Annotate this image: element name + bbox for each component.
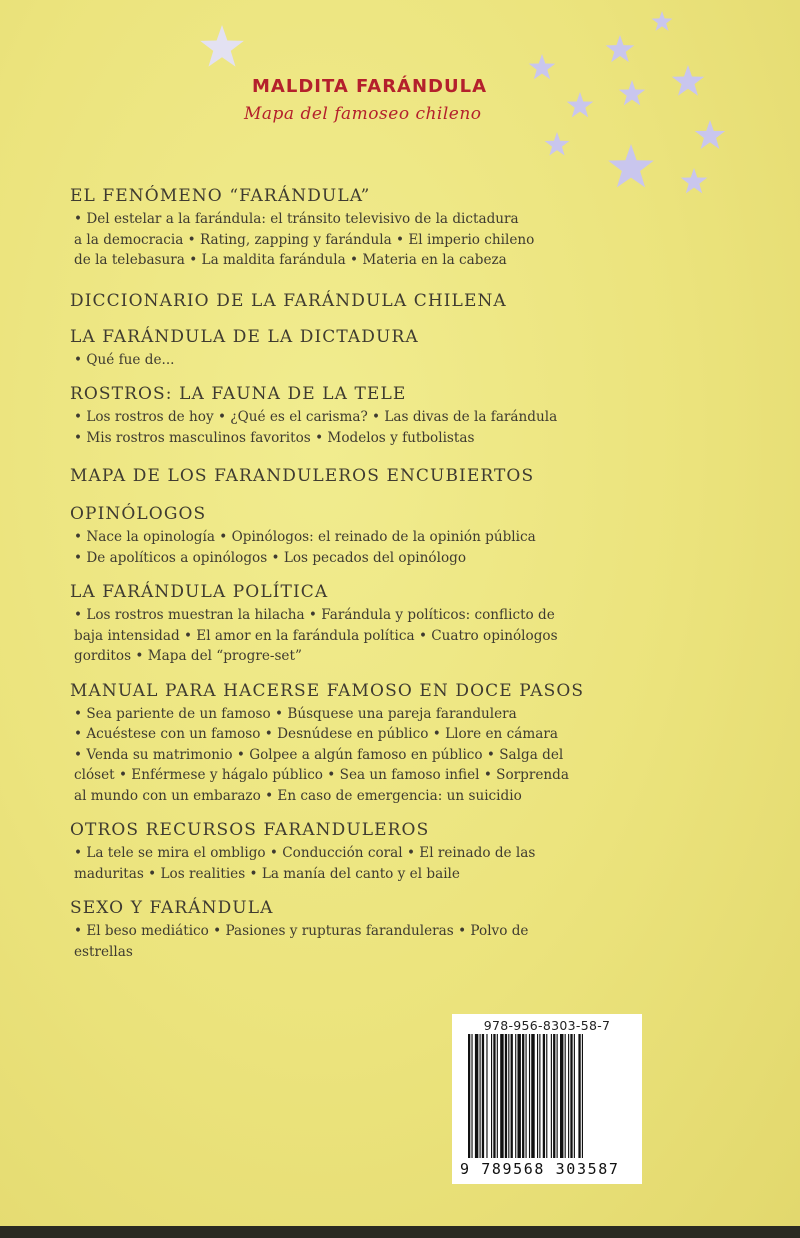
barcode-digits: 9 789568 303587 — [460, 1160, 620, 1178]
section-heading: OTROS RECURSOS FARANDULEROS — [70, 820, 430, 840]
section-heading: SEXO Y FARÁNDULA — [70, 898, 274, 918]
topic-line: estrellas — [74, 943, 133, 960]
book-title: MALDITA FARÁNDULA — [252, 76, 488, 97]
contents-section — [70, 820, 650, 884]
topic-line: clóset • Enférmese y hágalo público • Sea un famoso infiel • Sorprenda — [74, 767, 569, 783]
section-heading: ROSTROS: LA FAUNA DE LA TELE — [70, 384, 407, 404]
contents-section — [70, 582, 650, 667]
table-of-contents — [70, 172, 650, 962]
topic-line: • Los rostros muestran la hilacha • Farándula y políticos: conflicto de — [74, 607, 555, 623]
star-icon — [529, 54, 556, 79]
topic-line: • Venda su matrimonio • Golpee a algún famoso en público • Salga del — [74, 746, 564, 763]
book-subtitle: Mapa del famoseo chileno — [244, 104, 482, 124]
contents-section — [70, 327, 650, 371]
star-icon — [681, 168, 708, 193]
section-topics — [70, 350, 650, 371]
star-icon — [672, 65, 704, 96]
section-topics — [70, 704, 650, 807]
section-heading: LA FARÁNDULA POLÍTICA — [70, 582, 329, 602]
star-icon — [200, 25, 244, 67]
section-topics — [70, 921, 650, 962]
topic-line: • El beso mediático • Pasiones y rupturas faranduleras • Polvo de — [74, 923, 529, 939]
section-topics — [70, 209, 650, 271]
section-topics — [70, 605, 650, 667]
contents-section — [70, 898, 650, 962]
star-icon — [619, 80, 646, 105]
topic-line: • Sea pariente de un famoso • Búsquese una pareja farandulera — [74, 705, 517, 722]
topic-line: baja intensidad • El amor en la farándula política • Cuatro opinólogos — [74, 627, 558, 644]
topic-line: maduritas • Los realities • La manía del canto y el baile — [74, 865, 460, 882]
contents-section — [70, 186, 650, 271]
topic-line: • Nace la opinología • Opinólogos: el reinado de la opinión pública — [74, 529, 536, 545]
contents-section — [70, 466, 650, 486]
section-heading: MAPA DE LOS FARANDULEROS ENCUBIERTOS — [70, 466, 535, 486]
section-topics — [70, 527, 650, 568]
barcode-icon — [468, 1034, 626, 1162]
topic-line: • La tele se mira el ombligo • Conducción coral • El reinado de las — [74, 845, 536, 861]
contents-section — [70, 504, 650, 568]
section-heading: OPINÓLOGOS — [70, 504, 207, 524]
star-icon — [606, 35, 635, 62]
topic-line: de la telebasura • La maldita farándula • Materia en la cabeza — [74, 252, 507, 268]
topic-line: • Mis rostros masculinos favoritos • Modelos y futbolistas — [74, 429, 475, 446]
section-topics — [70, 407, 650, 448]
topic-line: • Del estelar a la farándula: el tránsito televisivo de la dictadura — [74, 211, 519, 227]
topic-line: • Qué fue de... — [74, 351, 175, 368]
star-icon — [545, 132, 570, 156]
topic-line: a la democracia • Rating, zapping y farándula • El imperio chileno — [74, 231, 535, 248]
section-heading: LA FARÁNDULA DE LA DICTADURA — [70, 326, 419, 347]
contents-section — [70, 384, 650, 448]
star-icon — [567, 92, 594, 117]
topic-line: • De apolíticos a opinólogos • Los pecados del opinólogo — [74, 549, 467, 566]
contents-section — [70, 291, 650, 311]
topic-line: • Los rostros de hoy • ¿Qué es el carisma? • Las divas de la farándula — [74, 409, 558, 425]
topic-line: gorditos • Mapa del “progre-set” — [74, 648, 302, 664]
section-heading: MANUAL PARA HACERSE FAMOSO EN DOCE PASOS — [70, 680, 585, 701]
section-heading: EL FENÓMENO “FARÁNDULA” — [70, 186, 371, 206]
section-heading: DICCIONARIO DE LA FARÁNDULA CHILENA — [70, 290, 507, 311]
star-icon — [652, 11, 673, 31]
barcode-label — [452, 1014, 642, 1184]
topic-line: • Acuéstese con un famoso • Desnúdese en público • Llore en cámara — [74, 726, 558, 742]
section-topics — [70, 843, 650, 884]
isbn-number: 978-956-8303-58-7 — [483, 1018, 611, 1033]
star-icon — [695, 120, 725, 149]
bottom-edge — [0, 1226, 800, 1238]
topic-line: al mundo con un embarazo • En caso de emergencia: un suicidio — [74, 787, 522, 804]
contents-section — [70, 681, 650, 807]
